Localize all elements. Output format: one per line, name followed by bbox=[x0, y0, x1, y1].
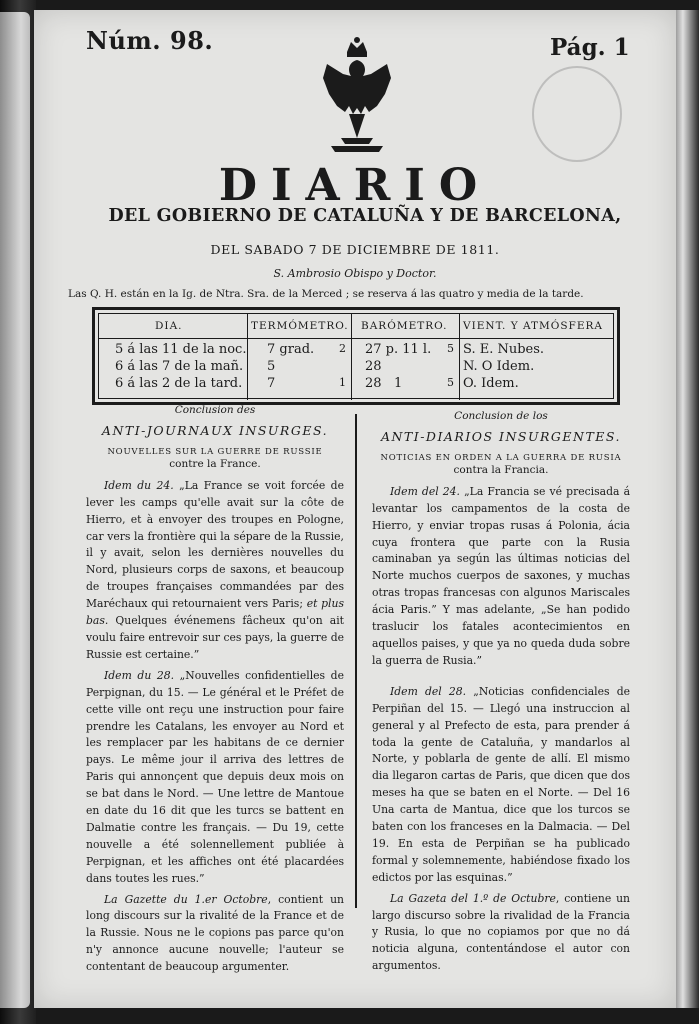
french-heading-news: NOUVELLES SUR LA GUERRE DE RUSSIE bbox=[107, 446, 323, 457]
spanish-heading-conclusion: Conclusion de los bbox=[454, 410, 548, 422]
spanish-paragraph bbox=[372, 891, 630, 976]
column-divider bbox=[355, 414, 357, 908]
french-paragraph bbox=[86, 478, 344, 664]
paragraph-text: Idem du 24. bbox=[104, 478, 174, 492]
newspaper-subtitle: DEL GOBIERNO DE CATALUÑA Y DE BARCELONA, bbox=[108, 206, 622, 226]
left-page-edge bbox=[0, 12, 30, 1008]
paragraph-text: „La France se voit forcée de lever les camps qu'elle avait sur la côte de Hierro, et à envoyer des troupes en Pologne, car vers la frontière qui la sépare de la Russie, il y avait, selon les dernières nouvelles du Nord, plusieurs corps de saxons, et beaucoup de troupes françaises commandées par des Maréchaux qui retournaient vers Paris; bbox=[86, 478, 344, 611]
french-heading-sub: contre la France. bbox=[169, 457, 261, 470]
newspaper-page bbox=[34, 10, 676, 1008]
spanish-heading-sub: contra la Francia. bbox=[453, 463, 549, 476]
paragraph-text: et plus bas. bbox=[86, 597, 344, 628]
header-viento: VIENT. Y ATMÓSFERA bbox=[463, 320, 603, 332]
weather-day: 5 á las 11 de la noc. bbox=[115, 342, 247, 357]
spanish-paragraph bbox=[372, 684, 630, 887]
weather-wind: O. Idem. bbox=[463, 376, 519, 391]
paragraph-text: Idem du 28. bbox=[104, 668, 175, 682]
weather-baro: 28 1 bbox=[365, 376, 403, 391]
issue-number: Núm. 98. bbox=[86, 26, 214, 55]
spanish-paragraph bbox=[372, 484, 630, 670]
weather-baro-frac: 5 bbox=[447, 342, 454, 355]
saint-of-day: S. Ambrosio Obispo y Doctor. bbox=[273, 267, 437, 280]
french-column bbox=[86, 402, 344, 976]
weather-day: 6 á las 2 de la tard. bbox=[115, 376, 243, 391]
right-page-edge bbox=[676, 10, 699, 1008]
weather-temp: 5 bbox=[267, 359, 276, 374]
french-paragraph bbox=[86, 892, 344, 977]
paragraph-text: Idem del 24. bbox=[390, 484, 460, 498]
weather-day: 6 á las 7 de la mañ. bbox=[115, 359, 244, 374]
paragraph-text: Idem del 28. bbox=[390, 684, 467, 698]
paragraph-text: „La Francia se vé precisada á levantar los campamentos de la costa de Hierro, y enviar tropas rusas á Polonia, ácia cuya frontera que parte con la Rusia caminaban ya según las últimas noticias del Norte muchos cuerpos de saxones, y muchas otras tropas francesas con algunos Mariscales ácia Paris.” Y mas adelante, „Se han podido traslucir los fatales acontecimientos en aquellos paises, y que ya no queda duda sobre la guerra de Rusia.” bbox=[372, 484, 630, 667]
imperial-eagle-icon bbox=[319, 34, 395, 162]
weather-temp-frac: 1 bbox=[339, 376, 346, 389]
header-termometro: TERMÓMETRO. bbox=[251, 320, 349, 332]
spanish-column bbox=[372, 408, 630, 975]
paragraph-text: , contiene un largo discurso sobre la rivalidad de la Francia y Rusia, lo que no copiamos por que no dá noticia alguna, contentándose el autor con argumentos. bbox=[372, 891, 630, 973]
paragraph-text: , contient un long discours sur la rivalité de la France et de la Russie. Nous ne le copions pas parce qu'on n'y annonce aucune nouvelle; l'auteur se contentant de beaucoup argumenter. bbox=[86, 892, 344, 974]
weather-baro: 27 p. 11 l. bbox=[365, 342, 432, 357]
header-barometro: BARÓMETRO. bbox=[361, 320, 448, 332]
paragraph-text: La Gazette du 1.er Octobre bbox=[104, 892, 268, 906]
paragraph-text: La Gazeta del 1.º de Octubre bbox=[390, 891, 556, 905]
issue-date: DEL SABADO 7 DE DICIEMBRE DE 1811. bbox=[210, 242, 500, 257]
library-stamp bbox=[532, 66, 622, 162]
paragraph-text: Quelques événemens fâcheux qu'on ait voulu faire entrevoir sur ces pays, la guerre de Russie est certaine.” bbox=[86, 614, 344, 661]
header-dia: DIA. bbox=[155, 320, 183, 332]
spanish-heading-news: NOTICIAS EN ORDEN A LA GUERRA DE RUSIA bbox=[380, 452, 622, 463]
weather-wind: S. E. Nubes. bbox=[463, 342, 545, 357]
paragraph-text: „Nouvelles confidentielles de Perpignan, du 15. — Le général et le Préfet de cette ville ont reçu une instruction pour faire prendre les Catalans, les envoyer au Nord et les remplacer par les habitans de ce dernier pays. Le même jour il arriva des lettres de Paris qui annonçent que depuis deux mois on se bat dans le Nord. — Une lettre de Mantoue en date du 16 dit que les turcs se battent en Dalmatie contre les français. — Du 19, cette nouvelle a été solennellement publiée à Perpignan, et les affiches ont été placardées dans toutes les rues.” bbox=[86, 668, 344, 885]
french-paragraph bbox=[86, 668, 344, 888]
weather-temp: 7 grad. bbox=[267, 342, 315, 357]
page-number: Pág. 1 bbox=[550, 34, 630, 61]
newspaper-title: DIARIO bbox=[218, 160, 492, 211]
weather-temp-frac: 2 bbox=[339, 342, 346, 355]
weather-table bbox=[92, 307, 620, 405]
french-heading-conclusion: Conclusion des bbox=[174, 404, 256, 416]
paragraph-text: „Noticias confidenciales de Perpiñan del 15. — Llegó una instruccion al general y al Prefecto de esta, para prender á toda la gente de Cataluña, y mandarlos al Norte, y poblarla de gente de allí. El mismo dia llegaron cartas de Paris, que dicen que dos meses ha que se baten en el Norte. — Del 16 Una carta de Mantua, dice que los turcos se baten con los franceses en la Dalmacia. — Del 19. En esta de Perpiñan se ha publicado formal y solemnemente, habiéndose fixado los edictos por las esquinas.” bbox=[372, 684, 631, 884]
prayer-notice: Las Q. H. están en la Ig. de Ntra. Sra. de la Merced ; se reserva á las quatro y media de la tarde. bbox=[68, 288, 584, 300]
weather-temp: 7 bbox=[267, 376, 276, 391]
french-heading-title: ANTI-JOURNAUX INSURGES. bbox=[101, 422, 329, 438]
weather-baro-frac: 5 bbox=[447, 376, 454, 389]
spanish-heading-title: ANTI-DIARIOS INSURGENTES. bbox=[380, 428, 622, 444]
weather-wind: N. O Idem. bbox=[463, 359, 535, 374]
weather-baro: 28 bbox=[365, 359, 382, 374]
